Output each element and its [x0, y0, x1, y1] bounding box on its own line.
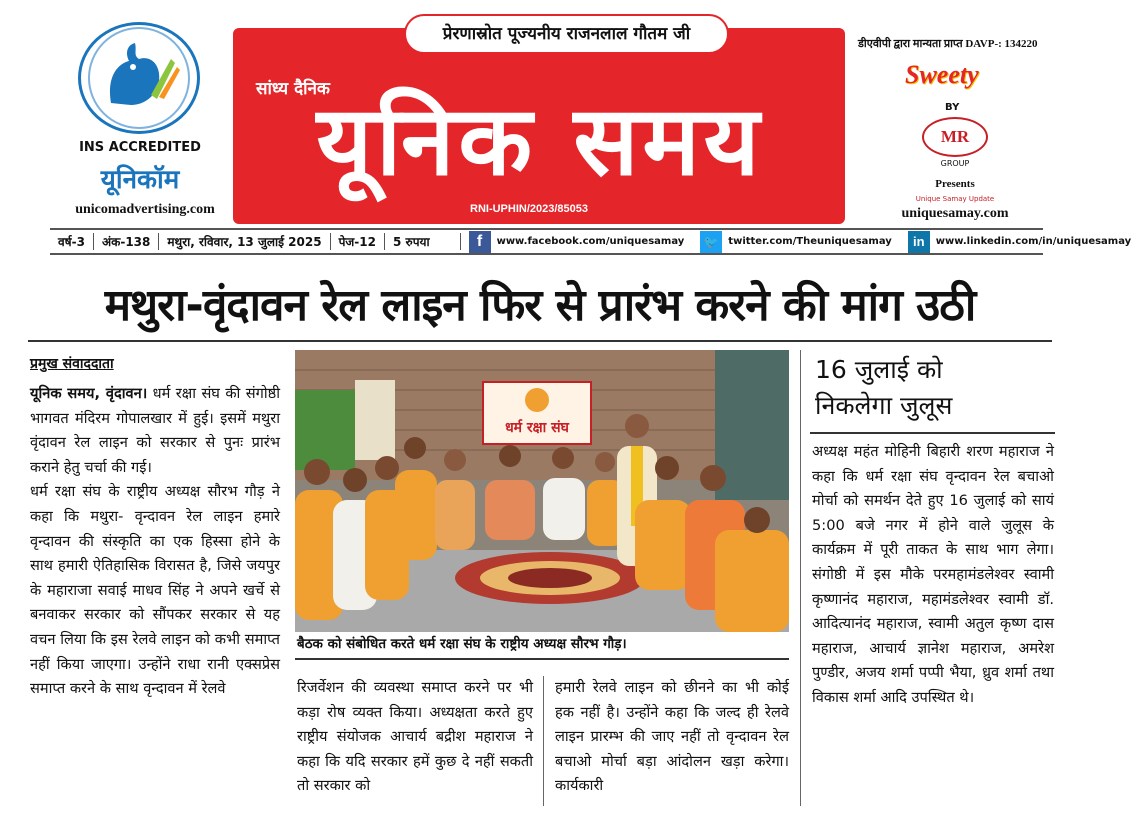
dateline-lead: यूनिक समय, वृंदावन।: [30, 385, 148, 402]
headline-rule: [28, 340, 1052, 342]
byline: प्रमुख संवाददाता: [30, 356, 114, 372]
photo-banner-text: धर्म रक्षा संघ: [505, 420, 569, 436]
twitter-url: twitter.com/Theuniquesamay: [728, 236, 892, 247]
evening-daily-label: सांध्य दैनिक: [256, 79, 330, 99]
article-column-3: [555, 676, 789, 799]
column-divider: [543, 676, 544, 806]
meeting-photo: [295, 350, 789, 632]
price-label: 5 रुपया: [385, 233, 461, 250]
rni-number: RNI-UPHIN/2023/85053: [470, 203, 589, 215]
article-column-4: [812, 440, 1054, 711]
twitter-link[interactable]: [692, 231, 900, 253]
page-label: पेज-12: [331, 233, 385, 250]
dateline: मथुरा, रविवार, 13 जुलाई 2025: [159, 233, 330, 250]
unicom-url[interactable]: unicomadvertising.com: [75, 202, 215, 217]
facebook-icon: f: [469, 231, 491, 253]
column-4-text: अध्यक्ष महंत मोहिनी बिहारी शरण महाराज ने कहा कि धर्म रक्षा संघ वृन्दावन रेल बचाओ मोर्चा को समर्थन देते हुए 16 जुलाई को सायं 5:00 बजे नगर में होने वाले जुलूस के कार्यक्रम में पूरी ताकत के साथ भाग लेगा। संगोष्ठी में इस मौके परमहामंडलेश्वर स्वामी कृष्णानंद महाराज, महामंडलेश्वर स्वामी डॉ. आदित्यानंद महाराज, स्वामी अतुल कृष्ण दास महाराज, आचार्य ज्ञानेश महाराज, अमरेश पुण्डीर, अजय शर्मा पप्पी भैया, ध्रुव शर्मा तथा विकास शर्मा आदि उपस्थित थे।: [812, 443, 1054, 706]
issue-info-strip: [50, 228, 1132, 255]
newspaper-title: यूनिक समय: [316, 85, 764, 197]
sweety-logo: Sweety: [905, 60, 979, 89]
twitter-icon: 🐦: [700, 231, 722, 253]
unicom-brand: यूनिकॉम: [100, 165, 180, 195]
mr-group-logo: MR: [922, 117, 988, 157]
davp-number: डीएवीपी द्वारा मान्यता प्राप्त DAVP-: 134220: [858, 38, 1038, 50]
linkedin-icon: in: [908, 231, 930, 253]
article-headline: मथुरा-वृंदावन रेल लाइन फिर से प्रारंभ करने की मांग उठी: [104, 280, 976, 331]
group-label: GROUP: [940, 159, 970, 168]
column-1-paragraph-2: धर्म रक्षा संघ के राष्ट्रीय अध्यक्ष सौरभ गौड़ ने कहा कि मथुरा- वृन्दावन रेल लाइन हमारे वृन्दावन की संस्कृति का एक हिस्सा होने के साथ हमारी ऐतिहासिक विरासत है, जिसे जयपुर के महाराजा सवाई माधव सिंह ने अपने खर्चे से बनवाकर सरकार को सौंपकर सरकार से यह वचन लिया कि इस रेलवे लाइन को कभी समाप्त नहीं किया जाएगा। उन्होंने राधा रानी एक्सप्रेस समाप्त करने के साथ वृन्दावन में रेलवे: [30, 483, 280, 698]
subheading-line-1: 16 जुलाई को: [815, 355, 943, 384]
column-2-text: रिजर्वेशन की व्यवस्था समाप्त करने पर भी कड़ा रोष व्यक्त किया। अध्यक्षता करते हुए राष्ट्रीय संयोजक आचार्य बद्रीश महाराज ने कहा कि यदि सरकार हमें कुछ दे नहीं सकती तो सरकार को: [297, 679, 533, 795]
column-3-text: हमारी रेलवे लाइन को छीनने का भी कोई हक नहीं है। उन्होंने कहा कि जल्द ही रेलवे लाइन प्रारम्भ की जाए नहीं तो वृन्दावन रेल बचाओ मोर्चा बड़ा आंदोलन खड़ा करेगा। कार्यकारी: [555, 679, 789, 795]
facebook-url: www.facebook.com/uniquesamay: [496, 236, 685, 247]
subheading-rule: [810, 432, 1055, 434]
subheading: [815, 352, 1055, 424]
update-label: Unique Samay Update: [915, 195, 995, 203]
by-label: BY: [945, 102, 960, 113]
year-label: वर्ष-3: [50, 233, 94, 250]
ins-accredited-label: INS ACCREDITED: [79, 140, 201, 155]
column-1-text-1: धर्म रक्षा संघ की संगोष्ठी भागवत मंदिरम गोपालखार में हुई। इसमें मथुरा वृंदावन रेल लाइन को सरकार से पुनः प्रारंभ कराने हेतु चर्चा की गई।: [30, 385, 280, 476]
issue-label: अंक-138: [94, 233, 159, 250]
unicom-logo: [78, 22, 200, 134]
article-column-1: [30, 382, 280, 702]
facebook-link[interactable]: [461, 231, 693, 253]
inspiration-banner: प्रेरणास्रोत पूज्यनीय राजनलाल गौतम जी: [404, 14, 729, 54]
column-1-paragraph-1: [30, 382, 280, 480]
article-column-2: [297, 676, 533, 799]
linkedin-link[interactable]: [900, 231, 1139, 253]
subheading-line-2: निकलेगा जुलूस: [815, 391, 953, 420]
photo-caption: बैठक को संबोधित करते धर्म रक्षा संघ के राष्ट्रीय अध्यक्ष सौरभ गौड़।: [297, 636, 627, 652]
linkedin-url: www.linkedin.com/in/uniquesamay: [935, 236, 1132, 247]
presents-label: Presents: [935, 178, 975, 190]
column-divider: [800, 350, 801, 806]
site-url[interactable]: uniquesamay.com: [901, 206, 1009, 221]
